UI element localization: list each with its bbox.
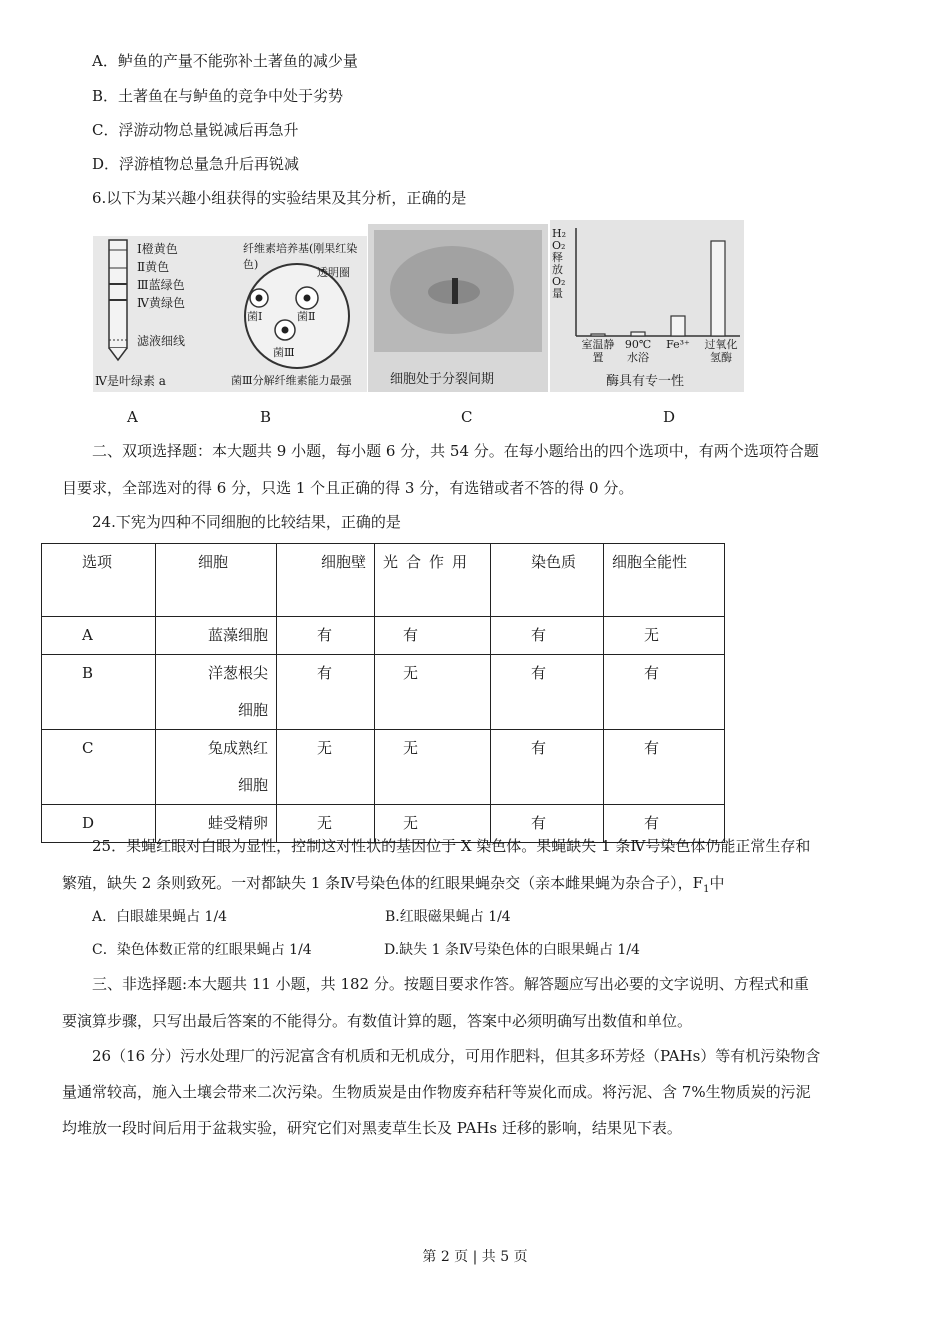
q25-line2-end: 中 — [709, 874, 725, 892]
q5-option-a: A．鲈鱼的产量不能弥补土著鱼的减少量 — [92, 52, 358, 70]
page-footer: 第 2 页 | 共 5 页 — [422, 1249, 528, 1265]
figure-a-caption: Ⅳ是叶绿素 a — [95, 374, 166, 388]
chart-category-3: Fe³⁺ — [666, 338, 690, 351]
row-d-option: D — [42, 805, 156, 843]
table-header-row — [42, 544, 725, 617]
chart-bar-3 — [671, 316, 685, 336]
q25-option-b: B.红眼磁果蝇占 1/4 — [385, 909, 511, 925]
figure-d-bar-chart — [550, 220, 744, 392]
q6-stem: 6.以下为某兴趣小组获得的实验结果及其分析，正确的是 — [92, 189, 467, 207]
table-row — [42, 655, 725, 730]
row-d-chromatin: 有 — [491, 805, 604, 843]
colony-3-label: 菌Ⅲ — [273, 346, 295, 359]
chart-bar-1 — [591, 334, 605, 336]
halo-label: 透明圈 — [317, 266, 350, 279]
chart-category-2: 90℃水浴 — [624, 338, 652, 364]
row-d-totipotency: 有 — [604, 805, 725, 843]
row-c-wall: 无 — [277, 730, 375, 805]
medium-title: 纤维素培养基(刚果红染色) — [243, 242, 358, 271]
band-4-label: Ⅳ黄绿色 — [137, 296, 185, 310]
chart-category-4: 过氧化氢酶 — [704, 338, 738, 364]
row-c-photo: 无 — [375, 730, 491, 805]
figure-label-a: A — [127, 408, 138, 426]
q25-option-c: C．染色体数正常的红眼果蝇占 1/4 — [92, 942, 312, 958]
filter-line-label: 滤液细线 — [137, 334, 186, 348]
q26-line2: 量通常较高，施入土壤会带来二次污染。生物质炭是由作物废弃秸秆等炭化而成。将污泥、含 7%生物质炭的污泥 — [62, 1083, 811, 1101]
q25-line1: 25．果蝇红眼对白眼为显性，控制这对性状的基因位于 X 染色体。果蝇缺失 1 条Ⅳ号染色体仍能正常生存和 — [92, 837, 811, 855]
chart-ylabel: H₂O₂释放O₂量 — [552, 227, 567, 300]
figure-label-d: D — [663, 408, 676, 426]
row-b-totipotency: 有 — [604, 655, 725, 730]
q25-line2-text: 繁殖，缺失 2 条则致死。一对都缺失 1 条Ⅳ号染色体的红眼果蝇杂交（亲本雌果蝇为杂合子），F — [62, 874, 704, 892]
figure-a-chromatography — [93, 236, 231, 392]
band-2-label: Ⅱ黄色 — [137, 260, 170, 274]
row-a-cell: 蓝藻细胞 — [156, 617, 277, 655]
row-a-photo: 有 — [375, 617, 491, 655]
q5-option-c: C．浮游动物总量锐减后再急升 — [92, 121, 299, 139]
chart-title: 酶具有专一性 — [606, 374, 685, 389]
figure-c-caption: 细胞处于分裂间期 — [390, 372, 495, 387]
table-row — [42, 617, 725, 655]
row-b-option: B — [42, 655, 156, 730]
row-b-photo: 无 — [375, 655, 491, 730]
row-c-cell: 兔成熟红细胞 — [156, 730, 277, 805]
enzyme-bar-chart — [550, 220, 744, 392]
table-row — [42, 730, 725, 805]
figure-label-b: B — [260, 408, 272, 426]
header-chromatin: 染色质 — [491, 544, 604, 617]
band-1-label: Ⅰ橙黄色 — [137, 242, 178, 256]
q26-line1: 26（16 分）污水处理厂的污泥富含有机质和无机成分，可用作肥料，但其多环芳烃（PAHs）等有机污染物含 — [92, 1047, 821, 1065]
section3-line1: 三、非选择题:本大题共 11 小题，共 182 分。按题目要求作答。解答题应写出必要的文字说明、方程式和重 — [92, 975, 809, 993]
row-b-cell: 洋葱根尖细胞 — [156, 655, 277, 730]
row-d-cell: 蛙受精卵 — [156, 805, 277, 843]
header-cell-wall: 细胞壁 — [277, 544, 375, 617]
chart-bar-4 — [711, 241, 725, 336]
row-d-photo: 无 — [375, 805, 491, 843]
row-c-chromatin: 有 — [491, 730, 604, 805]
q26-line3: 均堆放一段时间后用于盆栽实验，研究它们对黑麦草生长及 PAHs 迁移的影响，结果见下表。 — [62, 1119, 682, 1137]
band-3-label: Ⅲ蓝绿色 — [137, 278, 185, 292]
q25-option-d: D.缺失 1 条Ⅳ号染色体的白眼果蝇占 1/4 — [384, 942, 640, 958]
row-d-wall: 无 — [277, 805, 375, 843]
section2-line2: 目要求，全部选对的得 6 分，只选 1 个且正确的得 3 分，有选错或者不答的得 0 分。 — [62, 479, 634, 497]
figure-label-c: C — [461, 408, 473, 426]
header-totipotency: 细胞全能性 — [604, 544, 725, 617]
colony-2-label: 菌Ⅱ — [297, 310, 316, 323]
row-b-wall: 有 — [277, 655, 375, 730]
q25-line2 — [62, 872, 724, 901]
figure-b-petri-dish — [231, 236, 367, 392]
q25-subscript: 1 — [703, 884, 710, 895]
colony-1-label: 菌Ⅰ — [247, 310, 263, 323]
section2-line1: 二、双项选择题：本大题共 9 小题，每小题 6 分，共 54 分。在每小题给出的四个选项中，有两个选项符合题 — [92, 442, 819, 460]
figure-b-caption: 菌Ⅲ分解纤维素能力最强 — [231, 374, 352, 387]
q24-stem: 24.下宪为四种不同细胞的比较结果，正确的是 — [92, 513, 401, 531]
row-a-option: A — [42, 617, 156, 655]
header-option: 选项 — [42, 544, 156, 617]
section3-line2: 要演算步骤，只写出最后答案的不能得分。有数值计算的题，答案中必须明确写出数值和单位。 — [62, 1012, 693, 1030]
q5-option-d: D．浮游植物总量急升后再锐减 — [92, 155, 300, 173]
figure-c-micrograph — [368, 224, 548, 392]
comparison-table — [41, 543, 725, 843]
chart-bar-2 — [631, 332, 645, 336]
q25-option-a: A．白眼雄果蝇占 1/4 — [92, 909, 228, 925]
chart-category-1: 室温静置 — [581, 338, 615, 364]
header-photosynthesis: 光合作用 — [375, 544, 491, 617]
row-a-chromatin: 有 — [491, 617, 604, 655]
row-c-option: C — [42, 730, 156, 805]
header-cell: 细胞 — [156, 544, 277, 617]
q5-option-b: B．土著鱼在与鲈鱼的竞争中处于劣势 — [92, 87, 344, 105]
row-a-totipotency: 无 — [604, 617, 725, 655]
row-c-totipotency: 有 — [604, 730, 725, 805]
row-b-chromatin: 有 — [491, 655, 604, 730]
row-a-wall: 有 — [277, 617, 375, 655]
